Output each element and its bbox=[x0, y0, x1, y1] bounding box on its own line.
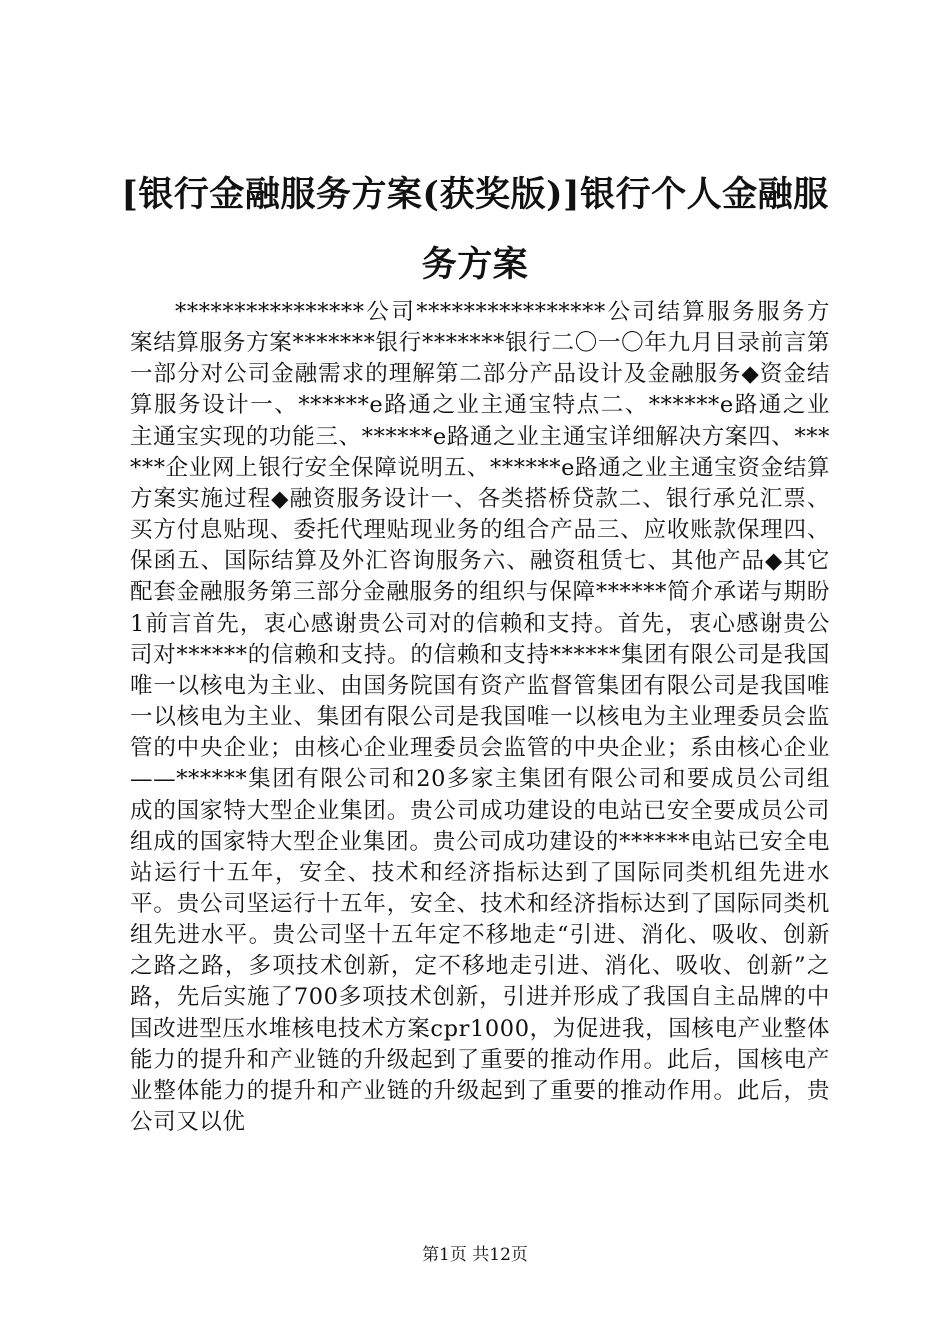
document-title: [银行金融服务方案(获奖版)]银行个人金融服务方案 bbox=[121, 174, 829, 285]
document-body-paragraph: ****************公司****************公司结算服务服务方案结算服务方案*******银行*******银行二〇一〇年九月目录前言第一部分对公司金融需求的理解第二部分产品设计及金融服务◆资金结算服务设计一、******e路通之业主通宝特点二、******e路通之业主通宝实现的功能三、******e路通之业主通宝详细解决方案四、******企业网上银行安全保障说明五、******e路通之业主通宝资金结算方案实施过程◆融资服务设计一、各类搭桥贷款二、银行承兑汇票、买方付息贴现、委托代理贴现业务的组合产品三、应收账款保理四、保函五、国际结算及外汇咨询服务六、融资租赁七、其他产品◆其它配套金融服务第三部分金融服务的组织与保障******简介承诺与期盼1前言首先，衷心感谢贵公司对的信赖和支持。首先，衷心感谢贵公司对******的信赖和支持。的信赖和支持******集团有限公司是我国唯一以核电为主业、由国务院国有资产监督管集团有限公司是我国唯一以核电为主业、集团有限公司是我国唯一以核电为主业理委员会监管的中央企业；由核心企业理委员会监管的中央企业；系由核心企业——******集团有限公司和20多家主集团有限公司和要成员公司组成的国家特大型企业集团。贵公司成功建设的电站已安全要成员公司组成的国家特大型企业集团。贵公司成功建设的******电站已安全电站运行十五年，安全、技术和经济指标达到了国际同类机组先进水平。贵公司坚运行十五年，安全、技术和经济指标达到了国际同类机组先进水平。贵公司坚十五年定不移地走“引进、消化、吸收、创新之路之路，多项技术创新，定不移地走引进、消化、吸收、创新”之路，先后实施了700多项技术创新，引进并形成了我国自主品牌的中国改进型压水堆核电技术方案cpr1000，为促进我，国核电产业整体能力的提升和产业链的升级起到了重要的推动作用。此后，国核电产业整体能力的提升和产业链的升级起到了重要的推动作用。此后，贵公司又以优 bbox=[130, 299, 830, 1136]
page-number-footer: 第1页 共12页 bbox=[422, 1245, 528, 1265]
